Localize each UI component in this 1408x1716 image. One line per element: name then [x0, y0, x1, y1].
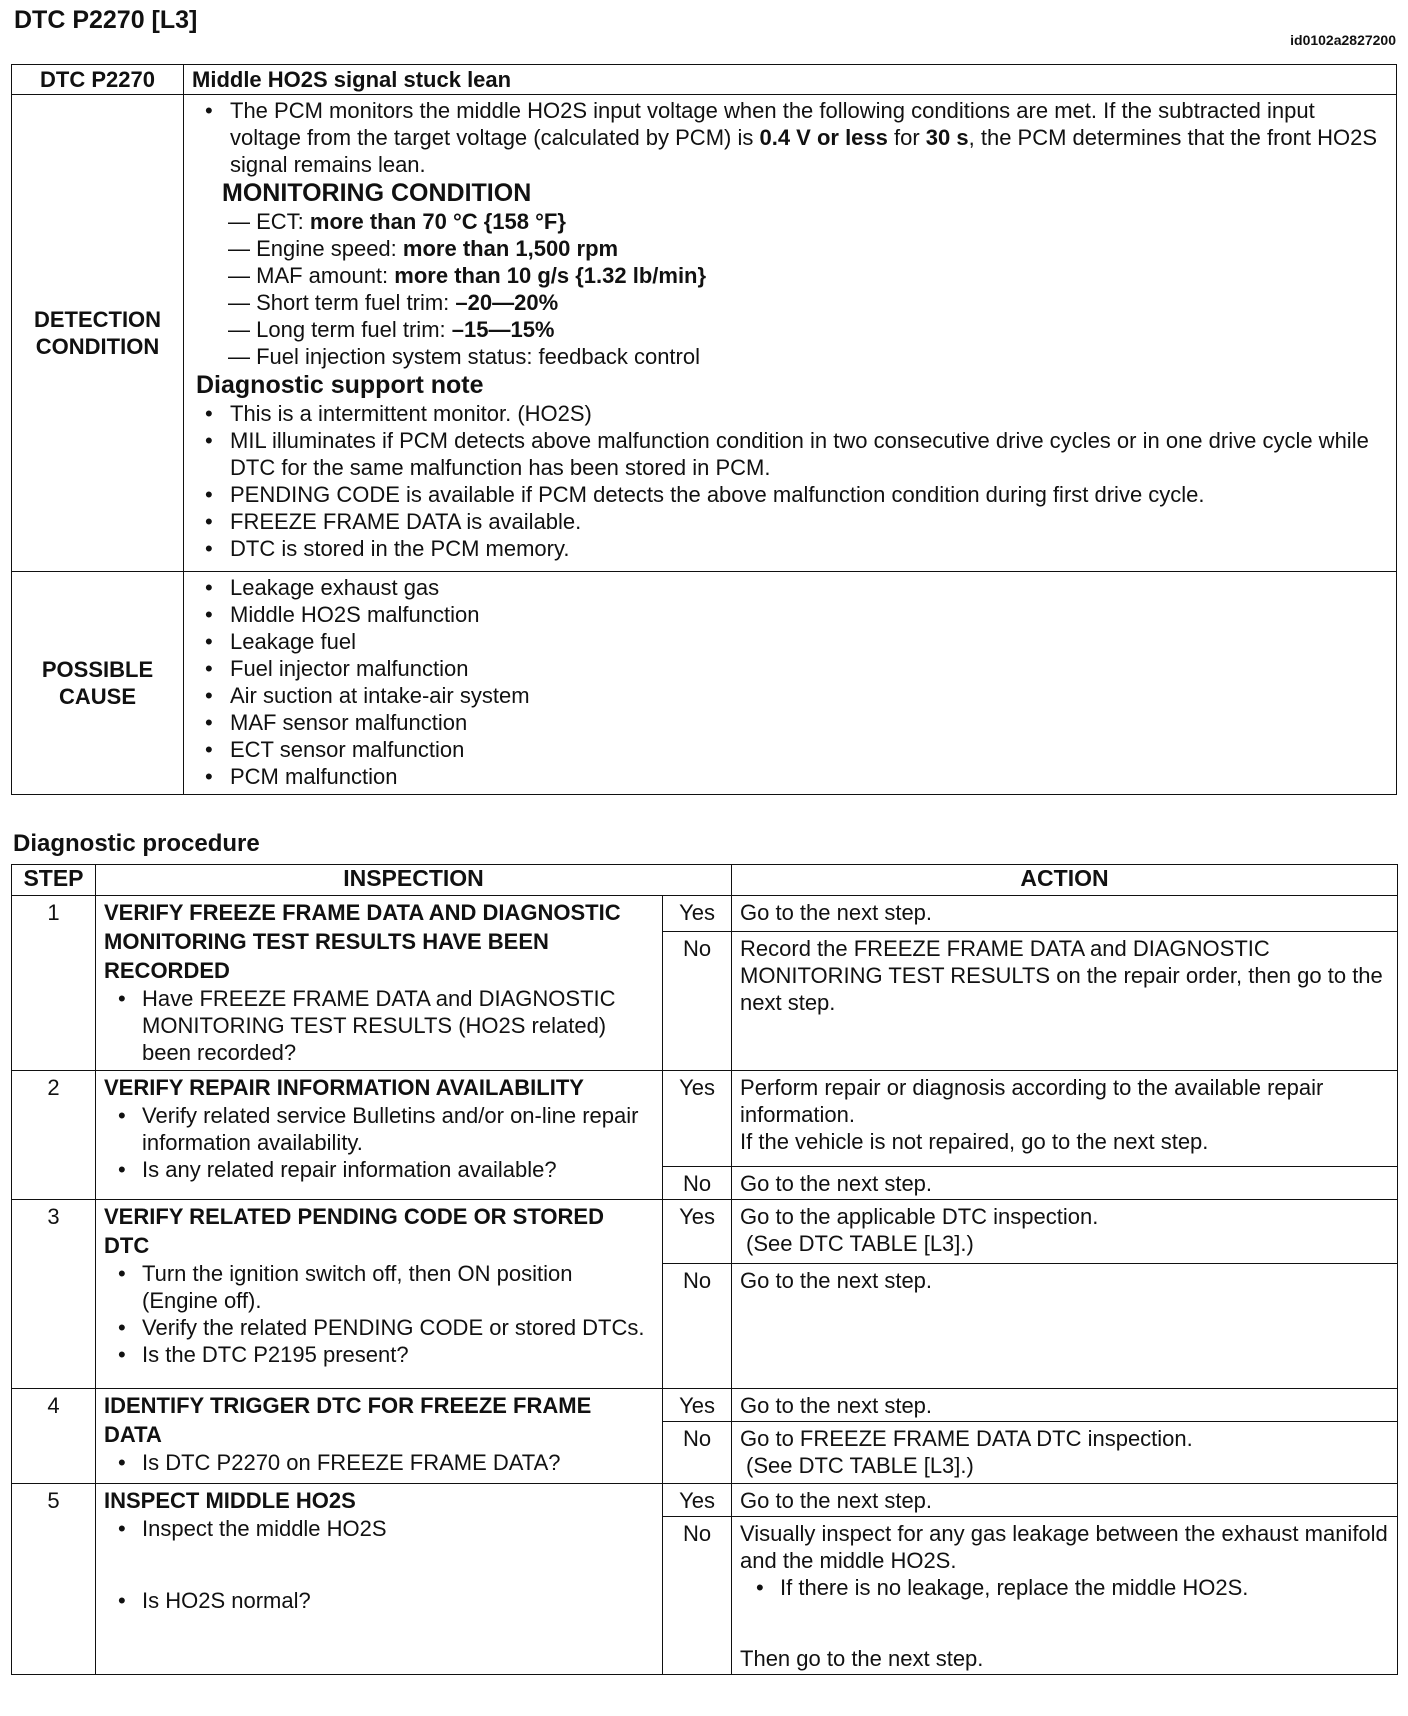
no-label: No — [663, 1422, 732, 1484]
procedure-header-row — [12, 865, 1398, 896]
condition-value: –15—15% — [451, 317, 555, 342]
step-title: VERIFY FREEZE FRAME DATA AND DIAGNOSTIC MONITORING TEST RESULTS HAVE BEEN RECORDED — [104, 900, 621, 983]
step-number: 4 — [12, 1389, 96, 1484]
condition-value: more than 1,500 rpm — [402, 236, 619, 261]
procedure-step-row — [12, 1071, 1398, 1167]
no-action-bullet: • If there is no leakage, replace the middle HO2S. — [740, 1574, 1389, 1601]
support-note: • PENDING CODE is available if PCM detects the above malfunction condition during first drive cycle. — [196, 481, 1384, 508]
yes-label: Yes — [663, 1389, 732, 1422]
cause-item: • ECT sensor malfunction — [196, 736, 1384, 763]
intro-text-2: for — [887, 125, 926, 150]
cause-item: • PCM malfunction — [196, 763, 1384, 790]
step-title: VERIFY REPAIR INFORMATION AVAILABILITY — [104, 1075, 584, 1100]
no-action-text: Visually inspect for any gas leakage between the exhaust manifold and the middle HO2S. — [740, 1521, 1388, 1573]
yes-action-text-2: If the vehicle is not repaired, go to the next step. — [740, 1129, 1209, 1154]
yes-label: Yes — [663, 1200, 732, 1264]
no-action — [732, 1422, 1398, 1484]
detection-content — [184, 95, 1397, 572]
intro-value-time: 30 s — [925, 125, 969, 150]
monitoring-condition — [196, 343, 1384, 370]
procedure-step-row — [12, 1200, 1398, 1264]
condition-label: — Short term fuel trim: — [228, 290, 456, 315]
yes-action-text: Go to the applicable DTC inspection. — [740, 1204, 1099, 1229]
yes-action-text: Go to the next step. — [740, 1488, 933, 1513]
dtc-title: Middle HO2S signal stuck lean — [184, 65, 1397, 95]
monitoring-conditions — [196, 208, 1384, 370]
inspection-bullet: • Have FREEZE FRAME DATA and DIAGNOSTIC MONITORING TEST RESULTS (HO2S related) been recorded? — [104, 985, 654, 1066]
yes-action — [732, 896, 1398, 932]
no-label: No — [663, 931, 732, 1070]
step-number: 5 — [12, 1484, 96, 1675]
step-inspection — [96, 1071, 663, 1200]
dtc-code: DTC P2270 — [12, 65, 184, 95]
inspection-bullet: • Is the DTC P2195 present? — [104, 1341, 654, 1368]
inspection-bullet: • Inspect the middle HO2S — [104, 1515, 654, 1542]
procedure-heading: Diagnostic procedure — [13, 830, 260, 857]
cause-item: • Leakage fuel — [196, 628, 1384, 655]
procedure-step-row — [12, 896, 1398, 932]
condition-label: — Fuel injection system status: feedback control — [228, 344, 700, 369]
cause-row — [12, 572, 1397, 795]
yes-action-text-2: (See DTC TABLE [L3].) — [746, 1231, 974, 1256]
col-step: STEP — [12, 865, 96, 896]
support-note: • MIL illuminates if PCM detects above malfunction condition in two consecutive drive cycles or in one drive cycle while DTC for the same malfunction has been stored in PCM. — [196, 427, 1384, 481]
yes-action-text: Go to the next step. — [740, 1393, 933, 1418]
monitoring-condition — [196, 289, 1384, 316]
monitoring-heading: MONITORING CONDITION — [222, 179, 532, 207]
cause-item: • Middle HO2S malfunction — [196, 601, 1384, 628]
yes-label: Yes — [663, 1071, 732, 1167]
inspection-bullet: • Is any related repair information available? — [104, 1156, 654, 1183]
condition-label: — Engine speed: — [228, 236, 403, 261]
step-inspection — [96, 1200, 663, 1389]
procedure-step-row — [12, 1389, 1398, 1422]
condition-label: — ECT: — [228, 209, 310, 234]
no-action — [732, 1264, 1398, 1389]
inspection-bullet: • Is HO2S normal? — [104, 1587, 654, 1614]
yes-action-text: Perform repair or diagnosis according to the available repair information. — [740, 1075, 1324, 1127]
support-note: • This is a intermittent monitor. (HO2S) — [196, 400, 1384, 427]
detection-label — [12, 95, 184, 572]
condition-label: — Long term fuel trim: — [228, 317, 452, 342]
step-number: 3 — [12, 1200, 96, 1389]
condition-value: –20—20% — [455, 290, 559, 315]
no-action-text: Go to the next step. — [740, 1171, 933, 1196]
procedure-step-row — [12, 1484, 1398, 1517]
support-note: • DTC is stored in the PCM memory. — [196, 535, 1384, 562]
monitoring-condition — [196, 262, 1384, 289]
dtc-title-row — [12, 65, 1397, 95]
monitoring-condition — [196, 316, 1384, 343]
detection-intro — [196, 97, 1384, 178]
col-action: ACTION — [732, 865, 1398, 896]
yes-action — [732, 1200, 1398, 1264]
yes-label: Yes — [663, 1484, 732, 1517]
support-note: • FREEZE FRAME DATA is available. — [196, 508, 1384, 535]
no-label: No — [663, 1167, 732, 1200]
no-action-text: Record the FREEZE FRAME DATA and DIAGNOSTIC MONITORING TEST RESULTS on the repair order, then go to the next step. — [740, 935, 1383, 1015]
yes-label: Yes — [663, 896, 732, 932]
step-inspection — [96, 1389, 663, 1484]
condition-value: more than 10 g/s {1.32 lb/min} — [394, 263, 707, 288]
yes-action-text: Go to the next step. — [740, 900, 933, 925]
yes-action — [732, 1071, 1398, 1167]
no-action — [732, 931, 1398, 1070]
no-action-text-2: (See DTC TABLE [L3].) — [746, 1453, 974, 1478]
no-action-text-2: Then go to the next step. — [740, 1646, 984, 1671]
support-notes — [196, 400, 1384, 562]
procedure-table — [11, 864, 1398, 1675]
cause-label-text: POSSIBLE CAUSE — [41, 657, 154, 709]
no-label: No — [663, 1517, 732, 1675]
cause-item: • MAF sensor malfunction — [196, 709, 1384, 736]
dtc-table — [11, 64, 1397, 795]
detection-label-text: DETECTION CONDITION — [33, 307, 162, 359]
cause-item: • Fuel injector malfunction — [196, 655, 1384, 682]
page-title: DTC P2270 [L3] — [14, 6, 198, 34]
intro-text-1: The PCM monitors the middle HO2S input voltage when the following conditions are met. If the subtracted input voltage from the target voltage (calculated by PCM) is — [230, 98, 1315, 150]
step-title: IDENTIFY TRIGGER DTC FOR FREEZE FRAME DATA — [104, 1393, 592, 1447]
step-number: 1 — [12, 896, 96, 1071]
no-action-text: Go to FREEZE FRAME DATA DTC inspection. — [740, 1426, 1193, 1451]
step-inspection — [96, 1484, 663, 1675]
intro-text-3: , the PCM determines that the front HO2S signal remains lean. — [230, 125, 1378, 177]
yes-action — [732, 1484, 1398, 1517]
document-id: id0102a2827200 — [1290, 32, 1396, 48]
step-title: VERIFY RELATED PENDING CODE OR STORED DTC — [104, 1204, 604, 1258]
inspection-bullet: • Turn the ignition switch off, then ON position (Engine off). — [104, 1260, 654, 1314]
monitoring-condition — [196, 208, 1384, 235]
no-action-text: Go to the next step. — [740, 1268, 933, 1293]
cause-label — [12, 572, 184, 795]
col-inspection: INSPECTION — [96, 865, 732, 896]
intro-value-voltage: 0.4 V or less — [759, 125, 888, 150]
condition-value: more than 70 °C {158 °F} — [309, 209, 566, 234]
no-label: No — [663, 1264, 732, 1389]
inspection-bullet: • Is DTC P2270 on FREEZE FRAME DATA? — [104, 1449, 654, 1476]
step-number: 2 — [12, 1071, 96, 1200]
monitoring-condition — [196, 235, 1384, 262]
procedure-body — [12, 896, 1398, 1675]
no-action — [732, 1517, 1398, 1675]
cause-content — [184, 572, 1397, 795]
support-heading: Diagnostic support note — [196, 371, 484, 399]
yes-action — [732, 1389, 1398, 1422]
step-inspection — [96, 896, 663, 1071]
cause-item: • Leakage exhaust gas — [196, 574, 1384, 601]
no-action — [732, 1167, 1398, 1200]
cause-item: • Air suction at intake-air system — [196, 682, 1384, 709]
condition-label: — MAF amount: — [228, 263, 395, 288]
inspection-bullet: • Verify related service Bulletins and/or on-line repair information availability. — [104, 1102, 654, 1156]
detection-row — [12, 95, 1397, 572]
step-title: INSPECT MIDDLE HO2S — [104, 1488, 356, 1513]
inspection-bullet: • Verify the related PENDING CODE or stored DTCs. — [104, 1314, 654, 1341]
